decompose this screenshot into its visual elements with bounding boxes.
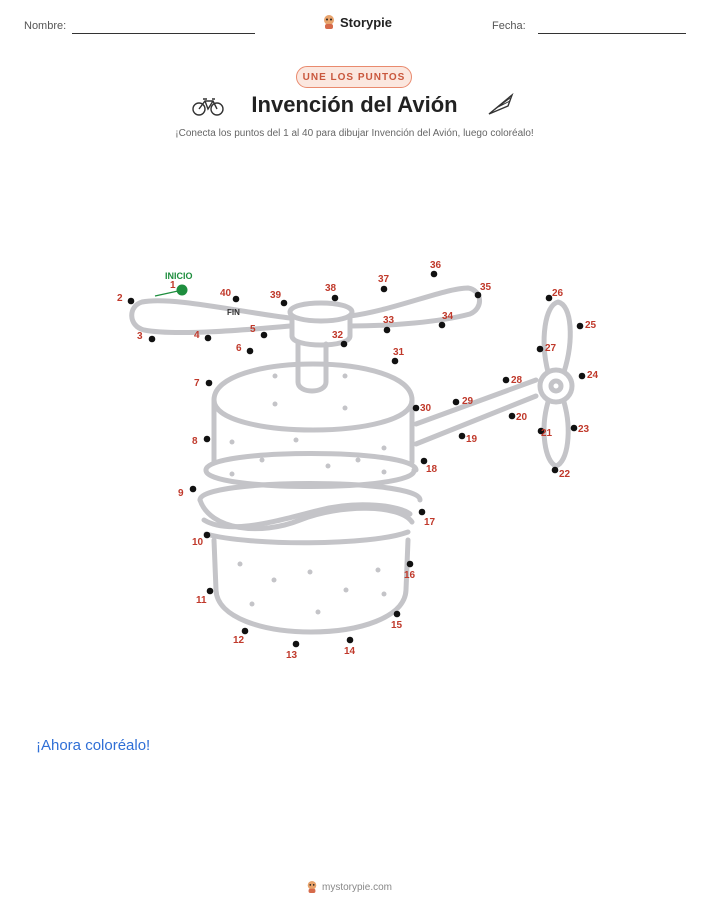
point-27-label: 27 xyxy=(545,343,557,354)
point-40-label: 40 xyxy=(220,288,232,299)
point-10-label: 10 xyxy=(192,537,204,548)
point-33-dot[interactable] xyxy=(384,327,391,334)
point-40-dot[interactable] xyxy=(233,296,240,303)
point-32-dot[interactable] xyxy=(341,341,348,348)
end-label: FIN xyxy=(227,308,240,317)
point-37-label: 37 xyxy=(378,274,390,285)
point-13-dot[interactable] xyxy=(293,641,300,648)
point-25-dot[interactable] xyxy=(577,323,584,330)
point-39-dot[interactable] xyxy=(281,300,288,307)
point-15-label: 15 xyxy=(391,620,403,631)
point-8-dot[interactable] xyxy=(204,436,211,443)
point-23-dot[interactable] xyxy=(571,425,578,432)
point-24-dot[interactable] xyxy=(579,373,586,380)
point-13-label: 13 xyxy=(286,650,298,661)
start-connector xyxy=(155,291,178,296)
point-36-label: 36 xyxy=(430,260,442,271)
point-19-dot[interactable] xyxy=(459,433,466,440)
activity-badge: UNE LOS PUNTOS xyxy=(296,66,412,88)
point-8-label: 8 xyxy=(192,436,198,447)
point-30-label: 30 xyxy=(420,403,432,414)
point-12-dot[interactable] xyxy=(242,628,249,635)
point-6-label: 6 xyxy=(236,343,242,354)
point-5-label: 5 xyxy=(250,324,256,335)
point-29-dot[interactable] xyxy=(453,399,460,406)
date-label: Fecha: xyxy=(492,20,526,32)
storypie-mascot-icon xyxy=(306,880,318,894)
color-prompt: ¡Ahora coloréalo! xyxy=(36,737,151,754)
point-10-dot[interactable] xyxy=(204,532,211,539)
point-25-label: 25 xyxy=(585,320,597,331)
point-19-label: 19 xyxy=(466,434,478,445)
footer-url[interactable]: mystorypie.com xyxy=(322,881,393,893)
name-label: Nombre: xyxy=(24,20,67,32)
point-32-label: 32 xyxy=(332,330,344,341)
point-14-dot[interactable] xyxy=(347,637,354,644)
point-3-dot[interactable] xyxy=(149,336,156,343)
point-33-label: 33 xyxy=(383,315,395,326)
body-dots xyxy=(230,374,387,615)
point-14-label: 14 xyxy=(344,646,356,657)
point-7-label: 7 xyxy=(194,378,200,389)
point-39-label: 39 xyxy=(270,290,282,301)
point-9-label: 9 xyxy=(178,488,184,499)
point-5-dot[interactable] xyxy=(261,332,268,339)
brand-name: Storypie xyxy=(340,14,393,30)
point-36-dot[interactable] xyxy=(431,271,438,278)
point-31-dot[interactable] xyxy=(392,358,399,365)
start-label: INICIO xyxy=(165,271,193,281)
point-22-dot[interactable] xyxy=(552,467,559,474)
point-16-label: 16 xyxy=(404,570,416,581)
point-34-label: 34 xyxy=(442,311,454,322)
point-31-label: 31 xyxy=(393,347,405,358)
page-title: Invención del Avión xyxy=(251,92,458,117)
point-6-dot[interactable] xyxy=(247,348,254,355)
footer xyxy=(306,880,392,894)
point-21-label: 21 xyxy=(541,428,553,439)
point-38-dot[interactable] xyxy=(332,295,339,302)
point-37-dot[interactable] xyxy=(381,286,388,293)
point-15-dot[interactable] xyxy=(394,611,401,618)
point-24-label: 24 xyxy=(587,370,599,381)
point-7-dot[interactable] xyxy=(206,380,213,387)
point-22-label: 22 xyxy=(559,469,571,480)
point-9-dot[interactable] xyxy=(190,486,197,493)
point-28-label: 28 xyxy=(511,375,523,386)
point-23-label: 23 xyxy=(578,424,590,435)
point-38-label: 38 xyxy=(325,283,337,294)
point-26-label: 26 xyxy=(552,288,564,299)
start-dot[interactable] xyxy=(177,285,188,296)
point-1-label: 1 xyxy=(170,280,176,291)
point-3-label: 3 xyxy=(137,331,143,342)
point-2-dot[interactable] xyxy=(128,298,135,305)
point-18-label: 18 xyxy=(426,464,438,475)
point-16-dot[interactable] xyxy=(407,561,414,568)
point-34-dot[interactable] xyxy=(439,322,446,329)
point-29-label: 29 xyxy=(462,396,474,407)
point-4-dot[interactable] xyxy=(205,335,212,342)
point-35-label: 35 xyxy=(480,282,492,293)
point-11-dot[interactable] xyxy=(207,588,214,595)
point-27-dot[interactable] xyxy=(537,346,544,353)
point-20-label: 20 xyxy=(516,412,528,423)
instructions: ¡Conecta los puntos del 1 al 40 para dibujar Invención del Avión, luego coloréalo! xyxy=(175,128,534,139)
point-28-dot[interactable] xyxy=(503,377,510,384)
point-12-label: 12 xyxy=(233,635,245,646)
point-4-label: 4 xyxy=(194,330,200,341)
point-11-label: 11 xyxy=(196,595,207,606)
point-17-label: 17 xyxy=(424,517,436,528)
point-17-dot[interactable] xyxy=(419,509,426,516)
point-2-label: 2 xyxy=(117,293,123,304)
point-20-dot[interactable] xyxy=(509,413,516,420)
point-30-dot[interactable] xyxy=(413,405,420,412)
